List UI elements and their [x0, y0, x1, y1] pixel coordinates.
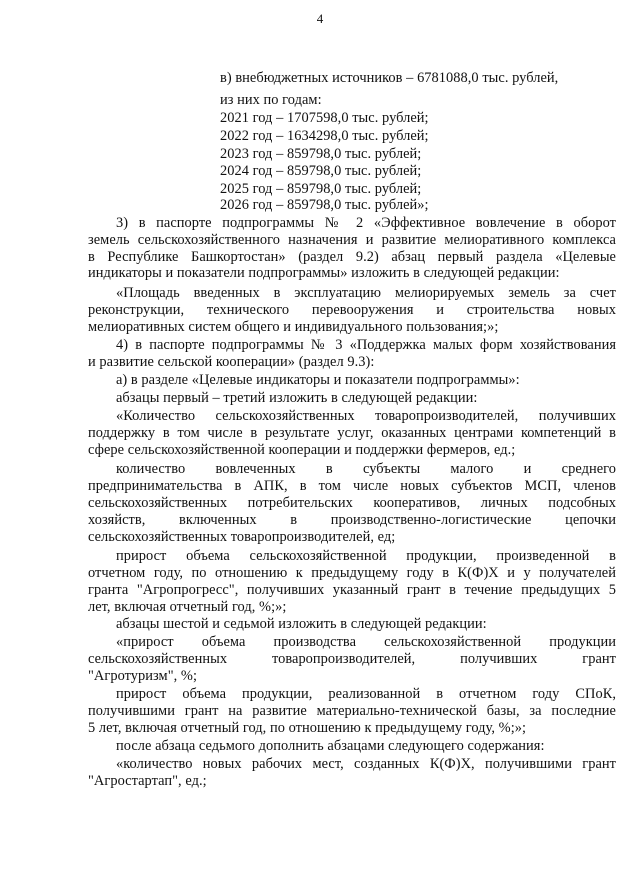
funding-year-line: 2022 год – 1634298,0 тыс. рублей; — [220, 128, 429, 144]
paragraph-line: абзацы первый – третий изложить в следующей редакции: — [116, 390, 478, 406]
paragraph-line: «Количество сельскохозяйственных товаропроизводителей, получивших — [116, 408, 616, 424]
paragraph-line: «Площадь введенных в эксплуатацию мелиорируемых земель за счет — [116, 285, 616, 301]
paragraph-line: гранта "Агропрогресс", получивших указанный грант в течение предыдущих 5 — [88, 582, 616, 598]
paragraph-line: отчетном году, по отношению к предыдущему году в К(Ф)Х и у получателей — [88, 565, 616, 581]
paragraph-line: получившими грант на развитие материально-технической базы, за последние — [88, 703, 616, 719]
paragraph-line: 3) в паспорте подпрограммы № 2 «Эффективное вовлечение в оборот — [116, 215, 616, 231]
paragraph-line: и развитие сельской кооперации» (раздел 9.3): — [88, 354, 375, 370]
funding-subtitle: из них по годам: — [220, 92, 322, 108]
paragraph-line: в Республике Башкортостан» (раздел 9.2) абзац первый раздела «Целевые — [88, 249, 616, 265]
paragraph-line: сфере сельскохозяйственной кооперации и поддержки фермеров, ед.; — [88, 442, 516, 458]
paragraph-line: 4) в паспорте подпрограммы № 3 «Поддержка малых форм хозяйствования — [116, 337, 616, 353]
funding-year-line: 2024 год – 859798,0 тыс. рублей; — [220, 163, 422, 179]
paragraph-line: хозяйств, включенных в производственно-логистические цепочки — [88, 512, 616, 528]
paragraph-line: лет, включая отчетный год, %;»; — [88, 599, 287, 615]
funding-title: в) внебюджетных источников – 6781088,0 тыс. рублей, — [220, 70, 559, 86]
paragraph-line: "Агротуризм", %; — [88, 668, 198, 684]
paragraph-line: абзацы шестой и седьмой изложить в следующей редакции: — [116, 616, 487, 632]
paragraph-line: сельскохозяйственных товаропроизводителей, получивших грант — [88, 651, 616, 667]
paragraph-line: после абзаца седьмого дополнить абзацами следующего содержания: — [116, 738, 545, 754]
paragraph-line: реконструкции, технического перевооружения и строительства новых — [88, 302, 616, 318]
paragraph-line: 5 лет, включая отчетный год, по отношению к предыдущему году, %;»; — [88, 720, 527, 736]
paragraph-line: «количество новых рабочих мест, созданных К(Ф)Х, получившими грант — [116, 756, 616, 772]
funding-year-line: 2026 год – 859798,0 тыс. рублей»; — [220, 197, 429, 213]
page-number: 4 — [316, 11, 324, 26]
paragraph-line: мелиоративных систем общего и индивидуального пользования;»; — [88, 319, 499, 335]
paragraph-line: "Агростартап", ед.; — [88, 773, 207, 789]
funding-year-line: 2023 год – 859798,0 тыс. рублей; — [220, 146, 422, 162]
paragraph-line: индикаторы и показатели подпрограммы» изложить в следующей редакции: — [88, 265, 560, 281]
paragraph-line: сельскохозяйственных товаропроизводителей, ед; — [88, 529, 396, 545]
paragraph-line: земель сельскохозяйственного назначения и развитие мелиоративного комплекса — [88, 232, 616, 248]
paragraph-line: «прирост объема производства сельскохозяйственной продукции — [116, 634, 616, 650]
funding-year-line: 2025 год – 859798,0 тыс. рублей; — [220, 181, 422, 197]
paragraph-line: прирост объема сельскохозяйственной продукции, произведенной в — [116, 548, 616, 564]
funding-year-line: 2021 год – 1707598,0 тыс. рублей; — [220, 110, 429, 126]
paragraph-line: количество вовлеченных в субъекты малого и среднего — [116, 461, 616, 477]
paragraph-line: прирост объема продукции, реализованной в отчетном году СПоК, — [116, 686, 616, 702]
paragraph-line: поддержку в том числе в результате услуг, оказанных центрами компетенций в — [88, 425, 616, 441]
paragraph-line: сельскохозяйственных потребительских кооперативов, личных подсобных — [88, 495, 616, 511]
paragraph-line: предпринимательства в АПК, в том числе новых субъектов МСП, членов — [88, 478, 616, 494]
paragraph-line: а) в разделе «Целевые индикаторы и показатели подпрограммы»: — [116, 372, 520, 388]
